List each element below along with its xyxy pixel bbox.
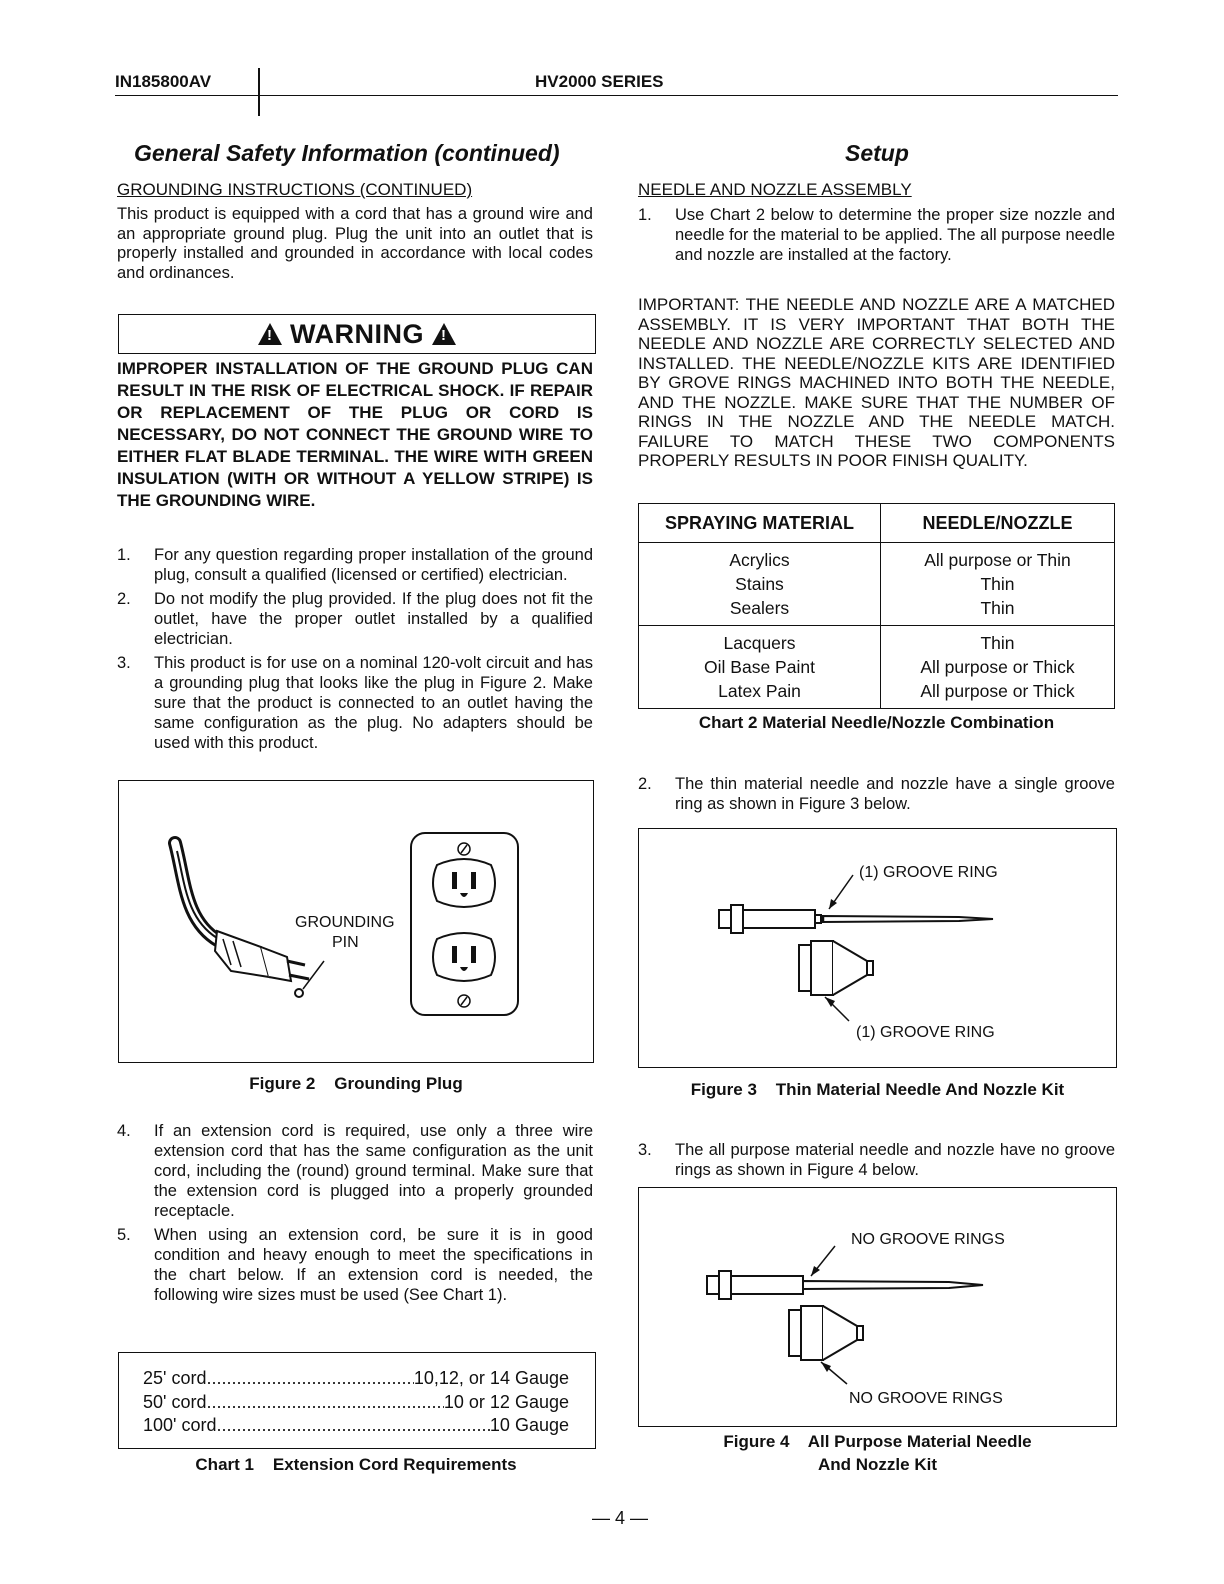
column-header: NEEDLE/NOZZLE xyxy=(881,504,1115,543)
figure-4-box xyxy=(638,1187,1117,1427)
setup-step-1 xyxy=(638,205,1115,269)
setup-section-title: Setup xyxy=(845,140,909,166)
list-item: 2. The thin material needle and nozzle have a single groove ring as shown in Figure 3 below. xyxy=(638,775,1115,813)
table-row xyxy=(639,626,1115,709)
list-item: 1. Use Chart 2 below to determine the proper size nozzle and needle for the material to be applied. The all purpose needle and nozzle are installed at the factory. xyxy=(638,206,1115,264)
grounding-subtitle: GROUNDING INSTRUCTIONS (CONTINUED) xyxy=(117,180,473,199)
list-item: 1. For any question regarding proper installation of the ground plug, consult a qualified (licensed or certified) electrician. xyxy=(117,546,593,584)
list-item: 3. This product is for use on a nominal 120-volt circuit and has a grounding plug that looks like the plug in Figure 2. Make sure that the product is connected to an outlet having the same configuration as the plug. No adapters should be used with this product. xyxy=(117,654,593,752)
table-cell: All purpose or Thin Thin Thin xyxy=(881,543,1115,626)
series-title: HV2000 SERIES xyxy=(535,72,664,91)
table-row: 25' cord ..... 10,12, or 14 Gauge xyxy=(143,1367,569,1391)
document-id: IN185800AV xyxy=(115,72,212,91)
warning-box xyxy=(118,314,596,354)
table-cell: Acrylics Stains Sealers xyxy=(639,543,881,626)
list-item: 5. When using an extension cord, be sure it is in good condition and heavy enough to meet the specifications in the chart below. If an extension cord is needed, the following wire sizes must be used (See Chart 1). xyxy=(117,1226,593,1304)
list-item: 3. The all purpose material needle and nozzle have no groove rings as shown in Figure 4 below. xyxy=(638,1141,1115,1179)
table-cell: Lacquers Oil Base Paint Latex Pain xyxy=(639,626,881,709)
figure-3-caption: Figure 3 Thin Material Needle And Nozzle Kit xyxy=(690,1080,1065,1099)
warning-icon xyxy=(258,323,282,345)
grounding-steps-list xyxy=(117,545,593,757)
no-groove-label-top: NO GROOVE RINGS xyxy=(851,1231,1005,1248)
figure-3-box xyxy=(638,828,1117,1068)
figure-2-box xyxy=(118,780,594,1063)
setup-step-2 xyxy=(638,774,1115,818)
column-header: SPRAYING MATERIAL xyxy=(639,504,881,543)
warning-title: WARNING xyxy=(290,318,424,349)
safety-section-title: General Safety Information (continued) xyxy=(134,140,560,166)
chart-1-box xyxy=(118,1352,596,1449)
table-row xyxy=(639,543,1115,626)
table-row: 50' cord ..... 10 or 12 Gauge xyxy=(143,1391,569,1415)
important-notice: IMPORTANT: THE NEEDLE AND NOZZLE ARE A MATCHED ASSEMBLY. IT IS VERY IMPORTANT THAT BOTH THE NEEDLE AND NOZZLE ARE CORRECTLY SELECTED AND INSTALLED. THE NEEDLE/NOZZLE KITS ARE IDENTIFIED BY GROVE RINGS MACHINED INTO BOTH THE NEEDLE, AND THE NOZZLE. MAKE SURE THAT THE NUMBER OF RINGS IN THE NOZZLE AND THE NEEDLE MATCH. FAILURE TO MATCH THESE TWO COMPONENTS PROPERLY RESULTS IN POOR FINISH QUALITY. xyxy=(638,295,1115,470)
grounding-pin-label: GROUNDING xyxy=(295,914,395,931)
header-divider xyxy=(258,68,260,116)
warning-text: IMPROPER INSTALLATION OF THE GROUND PLUG CAN RESULT IN THE RISK OF ELECTRICAL SHOCK. IF REPAIR OR REPLACEMENT OF THE PLUG OR CORD IS NECESSARY, DO NOT CONNECT THE GROUND WIRE TO EITHER FLAT BLADE TERMINAL. THE WIRE WITH GREEN INSULATION (WITH OR WITHOUT A YELLOW STRIPE) IS THE GROUNDING WIRE. xyxy=(117,359,593,510)
list-item: 4. If an extension cord is required, use only a three wire extension cord that has the same configuration as the unit cord, including the (round) ground terminal. Make sure that the extension cord is plugged into a properly grounded receptacle. xyxy=(117,1122,593,1220)
groove-ring-label-top: (1) GROOVE RING xyxy=(859,864,998,881)
grounding-pin-label-2: PIN xyxy=(332,934,359,951)
needle-nozzle-subtitle: NEEDLE AND NOZZLE ASSEMBLY xyxy=(638,180,912,199)
figure-4-caption: Figure 4 All Purpose Material Needle xyxy=(723,1432,1032,1451)
grounding-intro: This product is equipped with a cord that has a ground wire and an appropriate ground plug. Plug the unit into an outlet that is properly installed and grounded in accordance with local codes and ordinances. xyxy=(117,205,593,282)
figure-2-caption: Figure 2 Grounding Plug xyxy=(249,1074,463,1093)
figure-4-caption-line-2: And Nozzle Kit xyxy=(818,1455,937,1474)
table-cell: Thin All purpose or Thick All purpose or Thick xyxy=(881,626,1115,709)
page-number: — 4 — xyxy=(591,1508,648,1528)
warning-icon xyxy=(432,323,456,345)
chart-2-table xyxy=(638,503,1115,709)
table-header-row xyxy=(639,504,1115,543)
header-rule xyxy=(115,95,1118,96)
setup-step-3 xyxy=(638,1140,1115,1184)
table-row: 100' cord ..... 10 Gauge xyxy=(143,1414,569,1438)
chart-1-caption: Chart 1 Extension Cord Requirements xyxy=(195,1455,517,1474)
chart-2-caption: Chart 2 Material Needle/Nozzle Combination xyxy=(698,713,1055,732)
no-groove-label-bottom: NO GROOVE RINGS xyxy=(849,1390,1003,1407)
groove-ring-label-bottom: (1) GROOVE RING xyxy=(856,1024,995,1041)
list-item: 2. Do not modify the plug provided. If the plug does not fit the outlet, have the proper outlet installed by a qualified electrician. xyxy=(117,590,593,648)
extension-cord-list xyxy=(117,1121,593,1309)
